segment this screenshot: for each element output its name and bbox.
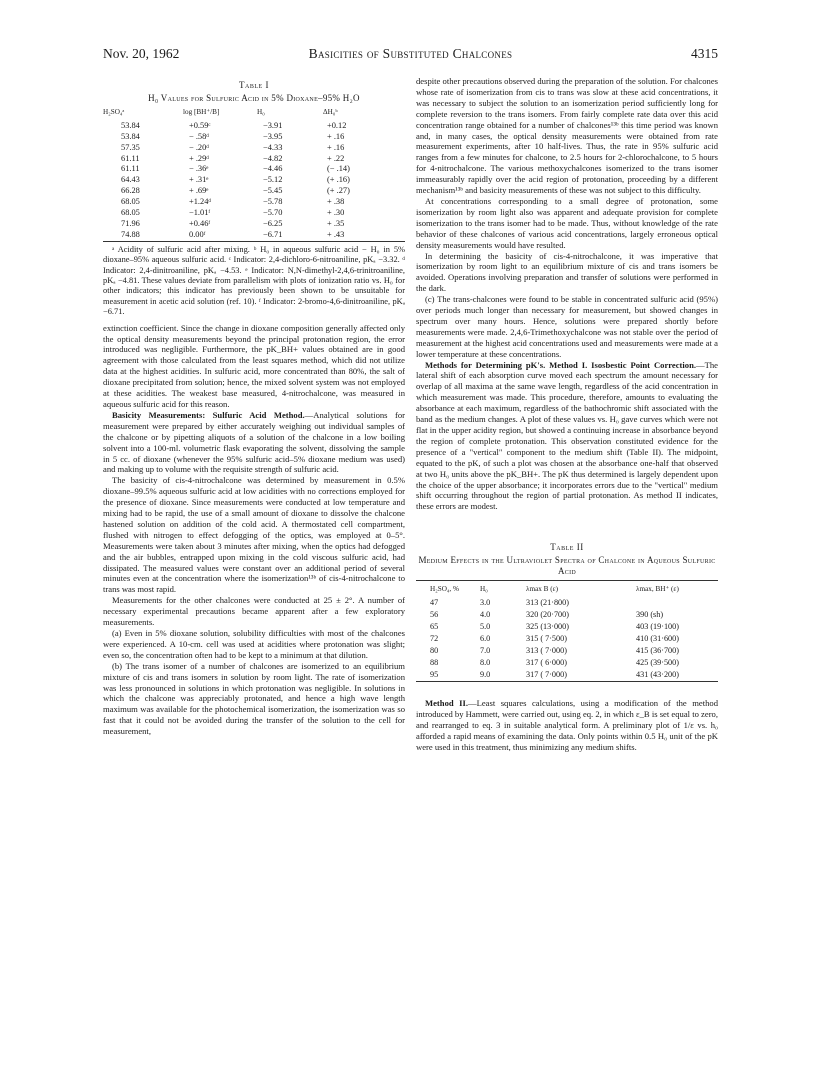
table1-row xyxy=(103,175,405,186)
table2-cell: 415 (36·700) xyxy=(636,646,679,656)
paragraph-method2 xyxy=(416,698,718,753)
page-header xyxy=(103,46,718,64)
table1-col-acid: H₂SO₄ᵃ xyxy=(103,107,125,116)
table2-cell: 9.0 xyxy=(480,670,491,680)
table2-cell: 95 xyxy=(430,670,439,680)
paragraph-method1 xyxy=(416,360,718,513)
basicity-heading: Basicity Measurements: Sulfuric Acid Method. xyxy=(112,409,305,420)
paragraph-extinction: extinction coefficient. Since the change in dioxane composition generally affected only the optical density measurements beyond the principal protonation region, the error introduced was negligible. Furthermore, the pK_BH+ values obtained are in good agreement with those calculated from the least squares method, which did not utilize data at the highest acidities. In sulfuric acid, more concentrated than 80%, the salt of dioxane precipitated from solution; hence, the mixed solvent system was not employed at these acidities. The weakest base measured, 4-nitrochalcone, was measured in aqueous sulfuric acid for this reason. xyxy=(103,322,405,409)
table1-cell: (+ .27) xyxy=(327,186,350,196)
left-column xyxy=(103,76,405,737)
table2-cell: 3.0 xyxy=(480,598,491,608)
table1-cell: −4.33 xyxy=(263,142,283,152)
table2-title: Table II xyxy=(550,542,584,553)
table1-cell: 61.11 xyxy=(121,153,140,163)
table1-cell: 57.35 xyxy=(121,142,140,152)
table1-cell: −1.01ᶠ xyxy=(189,208,211,218)
table2-col-lambda-b: λmax B (ε) xyxy=(526,585,559,594)
table1-caption: H₀ Values for Sulfuric Acid in 5% Dioxane–95% H₂O xyxy=(148,92,360,103)
table1-row xyxy=(103,132,405,143)
paragraph-other-chalcones: Measurements for the other chalcones were conducted at 25 ± 2°. A number of necessary experimental precautions became apparent after a few exploratory measurements. xyxy=(103,595,405,628)
table1-cell: −5.12 xyxy=(263,175,283,185)
header-page-number: 4315 xyxy=(691,46,718,61)
table2-cell: 6.0 xyxy=(480,634,491,644)
table1-cell: − .20ᵈ xyxy=(189,142,209,152)
table1-cell: + .30 xyxy=(327,208,345,218)
table1-row xyxy=(103,154,405,165)
paragraph-c: (c) The trans-chalcones were found to be stable in concentrated sulfuric acid (95%) over periods much longer than necessary for measurement, but showed changes in spectrum over many hours. Hence, solutions were prepared shortly before measurements were made. 2,4,6-Trimethoxychalcone was not stable over the period of measurement at the highest acid concentrations used and measurements were made at a lower temperature at these concentrations. xyxy=(416,294,718,359)
table2-cell: 47 xyxy=(430,598,439,608)
table1-row xyxy=(103,208,405,219)
paragraph-concentrations: At concentrations corresponding to a small degree of protonation, some isomerization by room light also was apparent and adequate provision for complete isomerization to the trans isomer had to be made. Thus, without knowledge of the rate behavior of these chalcones of various acid concentrations, largely erroneous optical density measurements would have resulted. xyxy=(416,195,718,250)
table1-cell: 74.88 xyxy=(121,229,140,239)
header-date: Nov. 20, 1962 xyxy=(103,46,180,61)
table2-col-h0: H₀ xyxy=(480,585,488,594)
table1-cell: −5.70 xyxy=(263,208,283,218)
table1-cell: 61.11 xyxy=(121,164,140,174)
table1-cell: +0.12 xyxy=(327,120,347,130)
table1-cell: + .43 xyxy=(327,229,345,239)
table2-cell: 403 (19·100) xyxy=(636,622,679,632)
table2 xyxy=(416,581,718,681)
table2-cell: 8.0 xyxy=(480,658,491,668)
table1-cell: −6.25 xyxy=(263,218,283,228)
table1 xyxy=(103,107,405,241)
table1-cell: 64.43 xyxy=(121,175,140,185)
table1-cell: −3.95 xyxy=(263,131,283,141)
table2-row xyxy=(416,669,718,681)
paragraph-despite: despite other precautions observed during the preparation of the solution. For chalcones whose rate of isomerization from cis to trans was slow at these acid concentrations, it was necessary to subject the solution to an isomerization period sufficiently long for complete reversion to the trans isomers. From fairly complete rate data over this acid concentration range obtained for a number of chalcones¹³ᵇ this time period was known and, in many cases, the optical density measurements were obtained from rate measurement experiments, after 10 half-lives. Thus, the rate in 95% sulfuric acid ranges from a few minutes for chalcone, to 2.5 hours for 2-chlorochalcone, to 5 hours for 4-nitrochalcone. The various methoxychalcones isomerized to the trans isomer immeasurably rapidly over the acid region of protonation, proceeding by a different mechanism¹³ᵇ and basicity measurements of these was not subject to this difficulty. xyxy=(416,76,718,196)
table1-col-delta: ΔH₀ᵇ xyxy=(323,107,338,116)
table1-cell: + .31ᵉ xyxy=(189,175,209,185)
table1-cell: + .69ᵉ xyxy=(189,186,209,196)
table2-cell: 313 ( 7·000) xyxy=(526,646,567,656)
table2-cell: 317 ( 7·000) xyxy=(526,670,567,680)
method1-heading: Methods for Determining pK's. Method I. Isosbestic Point Correction. xyxy=(425,359,697,370)
paragraph-basicity xyxy=(103,410,405,475)
table2-cell: 410 (31·600) xyxy=(636,634,679,644)
right-column xyxy=(416,76,718,753)
table2-cell: 5.0 xyxy=(480,622,491,632)
table1-row xyxy=(103,230,405,241)
table1-cell: +1.24ᵈ xyxy=(189,197,211,207)
table2-cell: 7.0 xyxy=(480,646,491,656)
table1-cell: −3.91 xyxy=(263,120,283,130)
table1-cell: 53.84 xyxy=(121,131,140,141)
table2-row xyxy=(416,645,718,657)
table1-row xyxy=(103,219,405,230)
table1-cell: 68.05 xyxy=(121,208,140,218)
table2-caption: Medium Effects in the Ultraviolet Spectra of Chalcone in Aqueous Sulfuric Acid xyxy=(418,555,716,577)
table1-cell: + .22 xyxy=(327,153,345,163)
table1-cell: −6.71 xyxy=(263,229,283,239)
table2-cell: 56 xyxy=(430,610,439,620)
table1-cell: −4.82 xyxy=(263,153,283,163)
table2-cell: 65 xyxy=(430,622,439,632)
table1-row xyxy=(103,143,405,154)
table2-col-acid: H₂SO₄, % xyxy=(430,585,459,594)
table2-cell: 72 xyxy=(430,634,439,644)
table2-cell: 425 (39·500) xyxy=(636,658,679,668)
header-title: Basicities of Substituted Chalcones xyxy=(308,46,513,61)
method2-heading: Method II. xyxy=(425,698,468,709)
table1-cell: (− .14) xyxy=(327,164,350,174)
table2-row xyxy=(416,633,718,645)
paragraph-a: (a) Even in 5% dioxane solution, solubility difficulties with most of the chalcones were experienced. A 10-cm. cell was used at acidities where protonation was slight; even so, the concentration often had to be kept to a minimum at that dilution. xyxy=(103,628,405,660)
table1-cell: 71.96 xyxy=(121,218,140,228)
table1-cell: + .38 xyxy=(327,197,345,207)
table2-header-row xyxy=(416,581,718,597)
paragraph-cis-nitro: The basicity of cis-4-nitrochalcone was determined by measurement in 0.5% dioxane–99.5% aqueous sulfuric acid at low acidities with no corrections employed for the presence of dioxane. Since measurements were conducted at low temperature and mixing had to be rapid, the use of a small amount of dioxane to dissolve the chalcone hastened solution on addition of the cold acid. A thermostated cell compartment, flushed with nitrogen to effect defogging of the optics, was employed at 0–5°. Measurements were taken about 3 minutes after mixing, when the optics had defogged and the air bubbles, entrapped upon mixing in the cold viscous sulfuric acid, had dissipated. The measured values were constant over an additional period of several minutes even at the concentration where the isomerization¹³ᵇ of cis-4-nitrochalcone to trans was most rapid. xyxy=(103,475,405,595)
paragraph-determining: In determining the basicity of cis-4-nitrochalcone, it was imperative that isomerization by room light to an equilibrium mixture of cis and trans isomers be avoided. Operations involving preparation and transfer of solutions were performed in the dark. xyxy=(416,250,718,294)
table1-cell: − .58ᵈ xyxy=(189,131,209,141)
table2-col-lambda-bh: λmax, BH⁺ (ε) xyxy=(636,585,679,594)
table1-cell: 68.05 xyxy=(121,197,140,207)
table1-cell: (+ .16) xyxy=(327,175,350,185)
table2-cell: 313 (21·800) xyxy=(526,598,569,608)
table1-cell: 0.00ᶠ xyxy=(189,229,206,239)
table2-cell: 317 ( 6·000) xyxy=(526,658,567,668)
table1-row xyxy=(103,197,405,208)
paragraph-b: (b) The trans isomer of a number of chalcones are isomerized to an equilibrium mixture of cis and trans isomers in solution by room light. The rate of isomerization was less pronounced in solutions in which protonation was negligible. In solutions in which the chalcone was appreciably protonated, and hence a high wave length maximum was available for the photochemical isomerization, the isomerization was so fast that it could not be avoided during the transfer of the solution to the cell for measurement, xyxy=(103,660,405,737)
table1-cell: −5.78 xyxy=(263,197,283,207)
table2-cell xyxy=(636,597,718,609)
table1-cell: + .16 xyxy=(327,142,345,152)
table1-cell: 66.28 xyxy=(121,186,140,196)
table1-rule xyxy=(103,241,405,242)
basicity-text: —Analytical solutions for measurement were prepared by either accurately weighing out individual samples of the chalcone or by pipetting aliquots of a solution of the chalcone in a low boiling solvent into a 100-ml. volumetric flask evaporating the solvent, dissolving the sample in 5 cc. of dioxane (whenever the 95% sulfuric acid–5% dioxane medium was used) and making up to volume with the requisite strength of sulfuric acid. xyxy=(103,409,405,475)
table2-row xyxy=(416,609,718,621)
table1-row xyxy=(103,164,405,175)
table2-row xyxy=(416,657,718,669)
table1-cell: + .16 xyxy=(327,131,345,141)
table1-cell: + .29ᵈ xyxy=(189,153,209,163)
table2-row xyxy=(416,597,718,609)
table2-cell: 431 (43·200) xyxy=(636,670,679,680)
table1-row xyxy=(103,186,405,197)
method1-text: —The lateral shift of each absorption curve moved each spectrum the amount necessary for overlap of all maxima at the same wave length, regardless of the acid concentration in which measurement was made. This procedure, therefore, amounts to evaluating the absorbance at each maximum, regardless of the bathochromic shift associated with the band as the medium changes. A plot of these values vs. H₀ gave curves which were not flat in the upper acidity region, but showed a continuing increase in absorbance beyond the region of complete protonation. This observation constituted evidence for the presence of a "vertical" component to the medium shift (Table II). The midpoint, equated to the pK, of such a plot was chosen at the absorbance one-half that observed at two H₀ units above the pK_BH+. The pK thus determined is largely dependent upon the choice of the upper absorbance; it incorporates errors due to the "vertical" medium shift occurring throughout the region of partial protonation. As method II indicates, these errors are modest. xyxy=(416,359,718,512)
table1-cell: + .35 xyxy=(327,218,345,228)
table2-row xyxy=(416,621,718,633)
table2-cell: 390 (sh) xyxy=(636,610,664,620)
table1-title: Table I xyxy=(239,80,269,90)
table1-cell: 53.84 xyxy=(121,120,140,130)
table1-col-h0: H₀ xyxy=(257,107,265,116)
table1-cell: −5.45 xyxy=(263,186,283,196)
table1-col-log: log [BH⁺/B] xyxy=(183,107,220,116)
table2-cell: 88 xyxy=(430,658,439,668)
table1-cell: +0.59ᶜ xyxy=(189,120,211,130)
table2-cell: 325 (13·000) xyxy=(526,622,569,632)
table1-row xyxy=(103,121,405,132)
table2-cell: 80 xyxy=(430,646,439,656)
table1-header-row xyxy=(103,107,405,121)
table2-cell: 320 (20·700) xyxy=(526,610,569,620)
table2-cell: 4.0 xyxy=(480,610,491,620)
method2-text: —Least squares calculations, using a modification of the method introduced by Hammett, were carried out, using eq. 2, in which ε_B is set equal to zero, and rearranged to eq. 3 in suitable analytical form. A preliminary plot of 1/ε vs. h₀ afforded a rapid means of examining the data. Only points within 0.5 H₀ unit of the pK were used in this treatment, thus minimizing any medium shifts. xyxy=(416,698,719,752)
table1-cell: +0.46ᶠ xyxy=(189,218,211,228)
table1-cell: −4.46 xyxy=(263,164,283,174)
table2-cell: 315 ( 7·500) xyxy=(526,634,567,644)
table1-cell: − .36ᵉ xyxy=(189,164,209,174)
table1-footnote: ᵃ Acidity of sulfuric acid after mixing. ᵇ H₀ in aqueous sulfuric acid − H₀ in 5% dioxane–95% aqueous sulfuric acid. ᶜ Indicator: 2,4-dichloro-6-nitroaniline, pKₐ −3.32. ᵈ Indicator: 2,4-dinitroaniline, pKₐ −4.53. ᵉ Indicator: N,N-dimethyl-2,4,6-trinitroaniline, pKₐ −4.81. These values deviate from parallelism with plots of ionization ratio vs. H₀ for other indicators; this indicator has previously been shown to be unsuitable for measurement in acetic acid solution (ref. 10). ᶠ Indicator: 2-bromo-4,6-dinitroaniline, pKₐ −6.71. xyxy=(103,244,405,317)
